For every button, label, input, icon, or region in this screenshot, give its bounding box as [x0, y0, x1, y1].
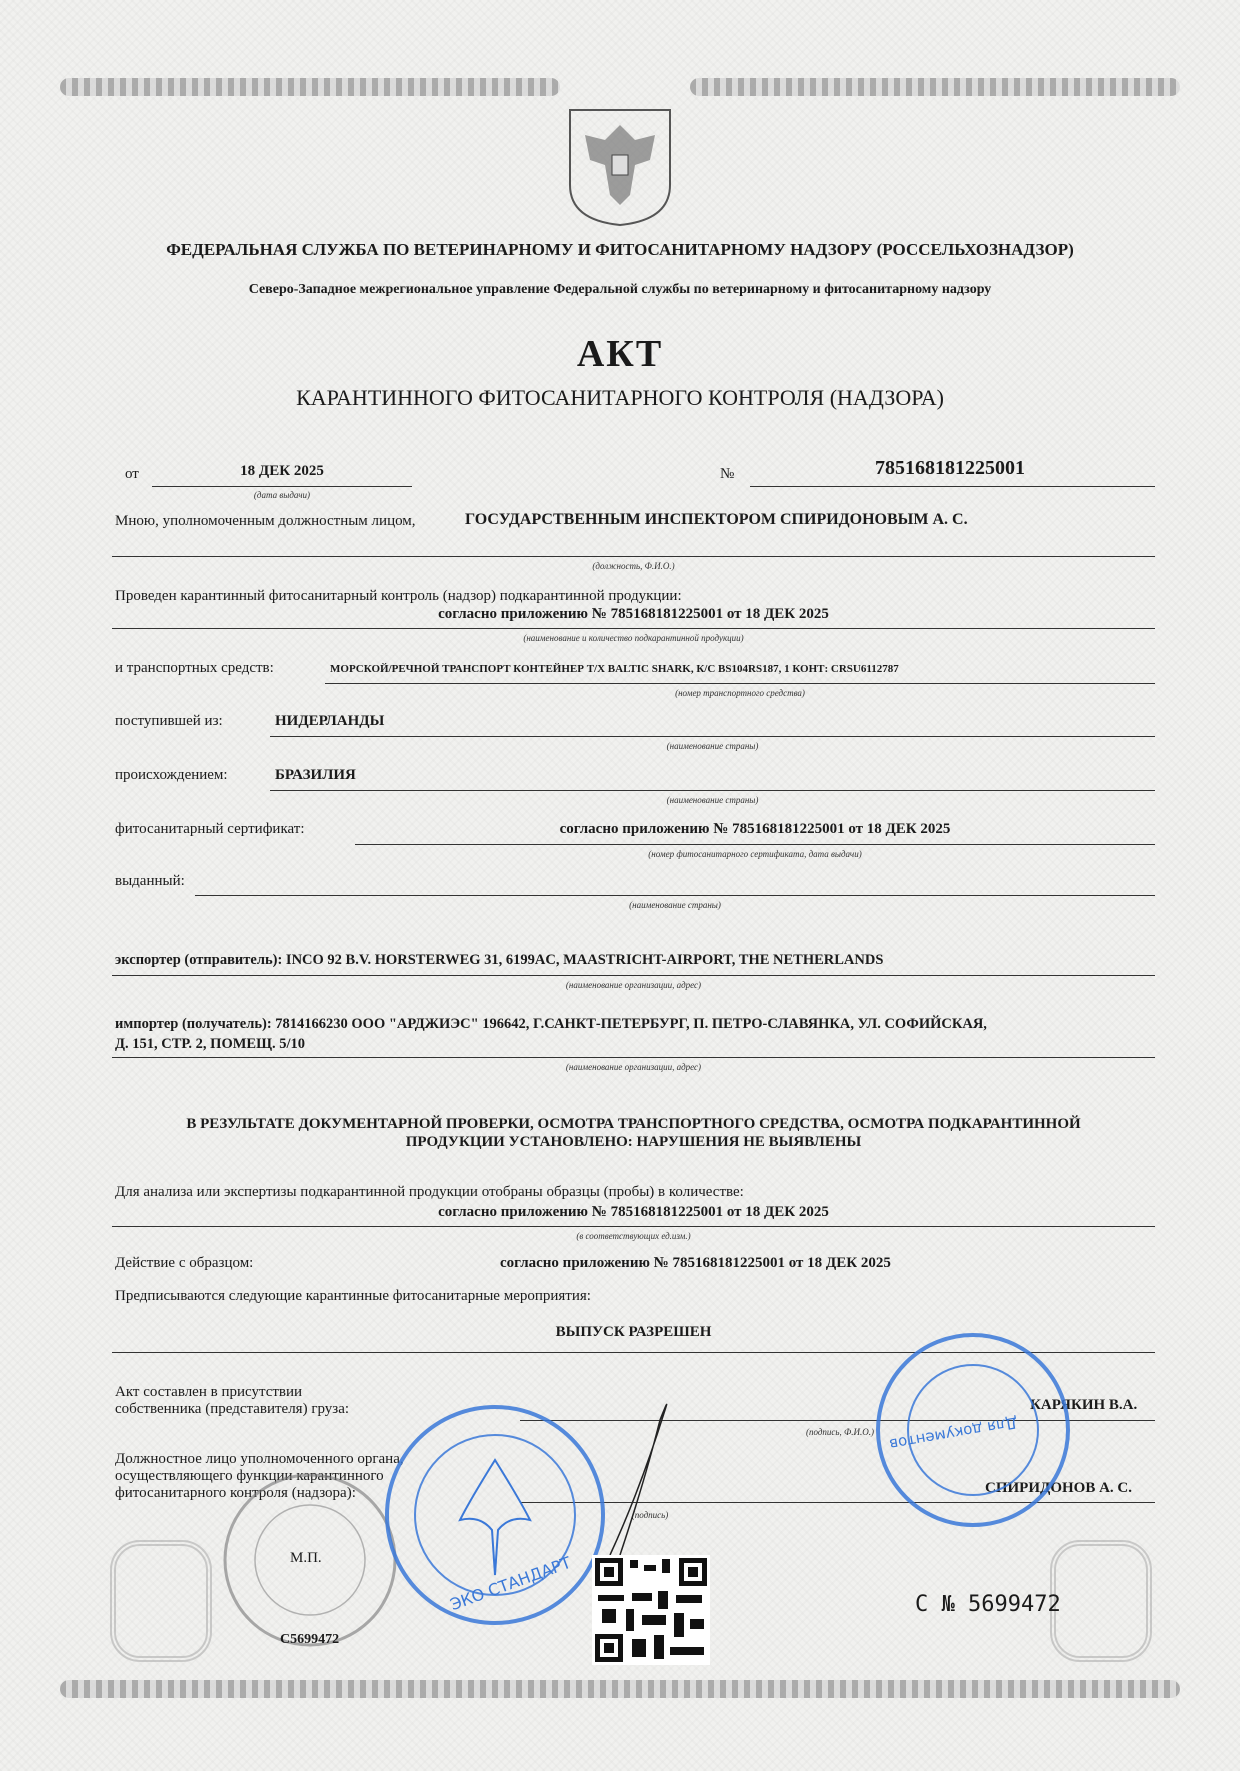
- cert-value: согласно приложению № 785168181225001 от 18 ДЕК 2025: [559, 821, 951, 837]
- origin-country: БРАЗИЛИЯ: [275, 767, 356, 783]
- form-number: С № 5699472: [915, 1592, 1061, 1617]
- measures-label: Предписываются следующие карантинные фитосанитарные мероприятия:: [115, 1288, 591, 1304]
- exporter-caption: (наименование организации, адрес): [565, 980, 702, 990]
- control-value: согласно приложению № 785168181225001 от 18 ДЕК 2025: [438, 606, 829, 622]
- department-name: Северо-Западное межрегиональное управление Федеральной службы по ветеринарному и фитосанитарному надзору: [248, 282, 992, 297]
- official-sign-caption: (подпись): [631, 1510, 669, 1520]
- coat-of-arms-emblem: [565, 105, 675, 227]
- divider: [112, 1226, 1155, 1227]
- from-label: поступившей из:: [115, 713, 223, 729]
- owner-label-2: собственника (представителя) груза:: [115, 1401, 350, 1417]
- from-country: НИДЕРЛАНДЫ: [275, 713, 385, 729]
- result-line-2: ПРОДУКЦИИ УСТАНОВЛЕНО: НАРУШЕНИЯ НЕ ВЫЯВЛЕНЫ: [405, 1134, 862, 1150]
- owner-name: КАРЯКИН В.А.: [1030, 1397, 1138, 1413]
- exporter: экспортер (отправитель): INCO 92 B.V. HORSTERWEG 31, 6199AC, MAASTRICHT-AIRPORT, THE NETHERLANDS: [115, 952, 884, 968]
- agency-name: ФЕДЕРАЛЬНАЯ СЛУЖБА ПО ВЕТЕРИНАРНОМУ И ФИТОСАНИТАРНОМУ НАДЗОРУ (РОССЕЛЬХОЗНАДЗОР): [166, 240, 1074, 259]
- divider: [270, 736, 1155, 737]
- corner-ornament-left: [110, 1540, 212, 1662]
- date-caption: (дата выдачи): [253, 490, 311, 500]
- official-sign-label-2: осуществляющего функции карантинного: [115, 1468, 384, 1484]
- samples-caption: (в соответствующих ед.изм.): [576, 1231, 691, 1241]
- divider: [355, 844, 1155, 845]
- result-line-1: В РЕЗУЛЬТАТЕ ДОКУМЕНТАРНОЙ ПРОВЕРКИ, ОСМОТРА ТРАНСПОРТНОГО СРЕДСТВА, ОСМОТРА ПОДКАРАНТИННОЙ: [186, 1116, 1081, 1132]
- cert-label: фитосанитарный сертификат:: [115, 821, 305, 837]
- action-label: Действие с образцом:: [115, 1255, 254, 1271]
- importer-line-2: Д. 151, СТР. 2, ПОМЕЩ. 5/10: [115, 1036, 306, 1052]
- official-sign-label-3: фитосанитарного контроля (надзора):: [115, 1485, 356, 1501]
- official-sign-label-1: Должностное лицо уполномоченного органа,: [115, 1451, 404, 1467]
- page-subtitle: КАРАНТИННОГО ФИТОСАНИТАРНОГО КОНТРОЛЯ (НАДЗОРА): [296, 385, 944, 410]
- official-sign-name: СПИРИДОНОВ А. С.: [985, 1480, 1132, 1496]
- divider: [195, 895, 1155, 896]
- seal-number: C5699472: [280, 1632, 340, 1647]
- svg-text:Для документов: Для документов: [888, 1413, 1019, 1454]
- origin-caption: (наименование страны): [666, 795, 759, 805]
- issued-label: выданный:: [115, 873, 185, 889]
- origin-label: происхождением:: [115, 767, 228, 783]
- official-value: ГОСУДАРСТВЕННЫМ ИНСПЕКТОРОМ СПИРИДОНОВЫМ А. С.: [465, 511, 968, 528]
- signature: [590, 1390, 710, 1560]
- control-label: Проведен карантинный фитосанитарный контроль (надзор) подкарантинной продукции:: [115, 588, 682, 604]
- company-stamp-eko-standart: [380, 1400, 610, 1630]
- act-number: 785168181225001: [875, 457, 1025, 479]
- company-stamp-right: [873, 1330, 1073, 1530]
- transport-label: и транспортных средств:: [115, 660, 274, 676]
- divider: [270, 790, 1155, 791]
- ornamental-border-top-left: [60, 78, 560, 96]
- issued-caption: (наименование страны): [629, 900, 721, 910]
- from-caption: (наименование страны): [666, 741, 759, 751]
- cert-caption: (номер фитосанитарного сертификата, дата выдачи): [648, 849, 862, 859]
- transport-value: МОРСКОЙ/РЕЧНОЙ ТРАНСПОРТ КОНТЕЙНЕР Т/Х BALTIC SHARK, К/С BS104RS187, 1 КОНТ: CRSU6112787: [330, 663, 899, 675]
- samples-label: Для анализа или экспертизы подкарантинной продукции отобраны образцы (пробы) в количестве:: [115, 1184, 744, 1200]
- action-value: согласно приложению № 785168181225001 от 18 ДЕК 2025: [500, 1255, 891, 1271]
- divider: [112, 1057, 1155, 1058]
- svg-text:ЭКО СТАНДАРТ: ЭКО СТАНДАРТ: [447, 1552, 574, 1615]
- ornamental-border-bottom: [60, 1680, 1180, 1698]
- date-label: от: [125, 466, 139, 482]
- qr-code: [592, 1555, 710, 1665]
- corner-ornament-right: [1050, 1540, 1152, 1662]
- official-caption: (должность, Ф.И.О.): [592, 561, 675, 571]
- owner-label-1: Акт составлен в присутствии: [115, 1384, 303, 1400]
- divider: [325, 683, 1155, 684]
- divider: [152, 486, 412, 487]
- divider: [112, 556, 1155, 557]
- measures-value: ВЫПУСК РАЗРЕШЕН: [555, 1324, 712, 1340]
- transport-caption: (номер транспортного средства): [675, 688, 805, 698]
- seal-label: М.П.: [290, 1550, 322, 1566]
- ornamental-border-top-right: [690, 78, 1180, 96]
- samples-value: согласно приложению № 785168181225001 от 18 ДЕК 2025: [438, 1204, 829, 1220]
- importer-line-1: импортер (получатель): 7814166230 ООО "АРДЖИЭС" 196642, Г.САНКТ-ПЕТЕРБУРГ, П. ПЕТРО-СЛАВЯНКА, УЛ. СОФИЙСКАЯ,: [115, 1016, 987, 1032]
- control-caption: (наименование и количество подкарантинной продукции): [523, 633, 744, 643]
- divider: [112, 975, 1155, 976]
- divider: [750, 486, 1155, 487]
- page-title: АКТ: [576, 333, 664, 375]
- official-label: Мною, уполномоченным должностным лицом,: [115, 513, 416, 529]
- importer-caption: (наименование организации, адрес): [565, 1062, 702, 1072]
- divider: [112, 628, 1155, 629]
- number-label: №: [720, 466, 735, 482]
- act-date: 18 ДЕК 2025: [240, 463, 324, 479]
- owner-caption: (подпись, Ф.И.О.): [805, 1427, 874, 1437]
